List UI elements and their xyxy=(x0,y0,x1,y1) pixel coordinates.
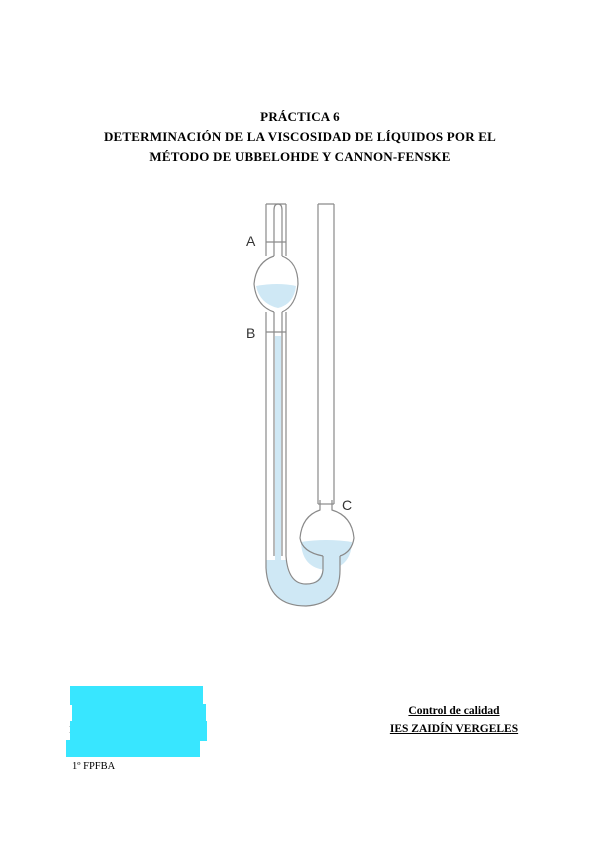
document-title-line-2: MÉTODO DE UBBELOHDE Y CANNON-FENSKE xyxy=(149,149,451,164)
label-c: C xyxy=(342,497,353,513)
practice-number: PRÁCTICA 6 xyxy=(260,109,340,124)
liquid-bulb-bottom xyxy=(301,540,352,570)
label-b: B xyxy=(246,325,256,341)
left-tube-narrow xyxy=(274,204,282,256)
redaction-block-3 xyxy=(70,721,207,741)
liquid-capillary xyxy=(275,336,281,560)
redaction-block-2 xyxy=(72,704,206,722)
department-label: Control de calidad xyxy=(408,705,500,717)
left-tube-top xyxy=(266,204,286,256)
viscometer-diagram xyxy=(230,200,380,620)
redaction-block-4 xyxy=(66,740,200,757)
label-a: A xyxy=(246,233,256,249)
right-tube xyxy=(318,204,334,504)
course-label: 1º FPFBA xyxy=(72,761,116,772)
viscometer-figure xyxy=(230,200,380,620)
redaction-block-1 xyxy=(70,686,203,705)
document-title-line-1: DETERMINACIÓN DE LA VISCOSIDAD DE LÍQUIDOS POR EL xyxy=(103,129,497,144)
school-name: IES ZAIDÍN VERGELES xyxy=(389,723,519,735)
